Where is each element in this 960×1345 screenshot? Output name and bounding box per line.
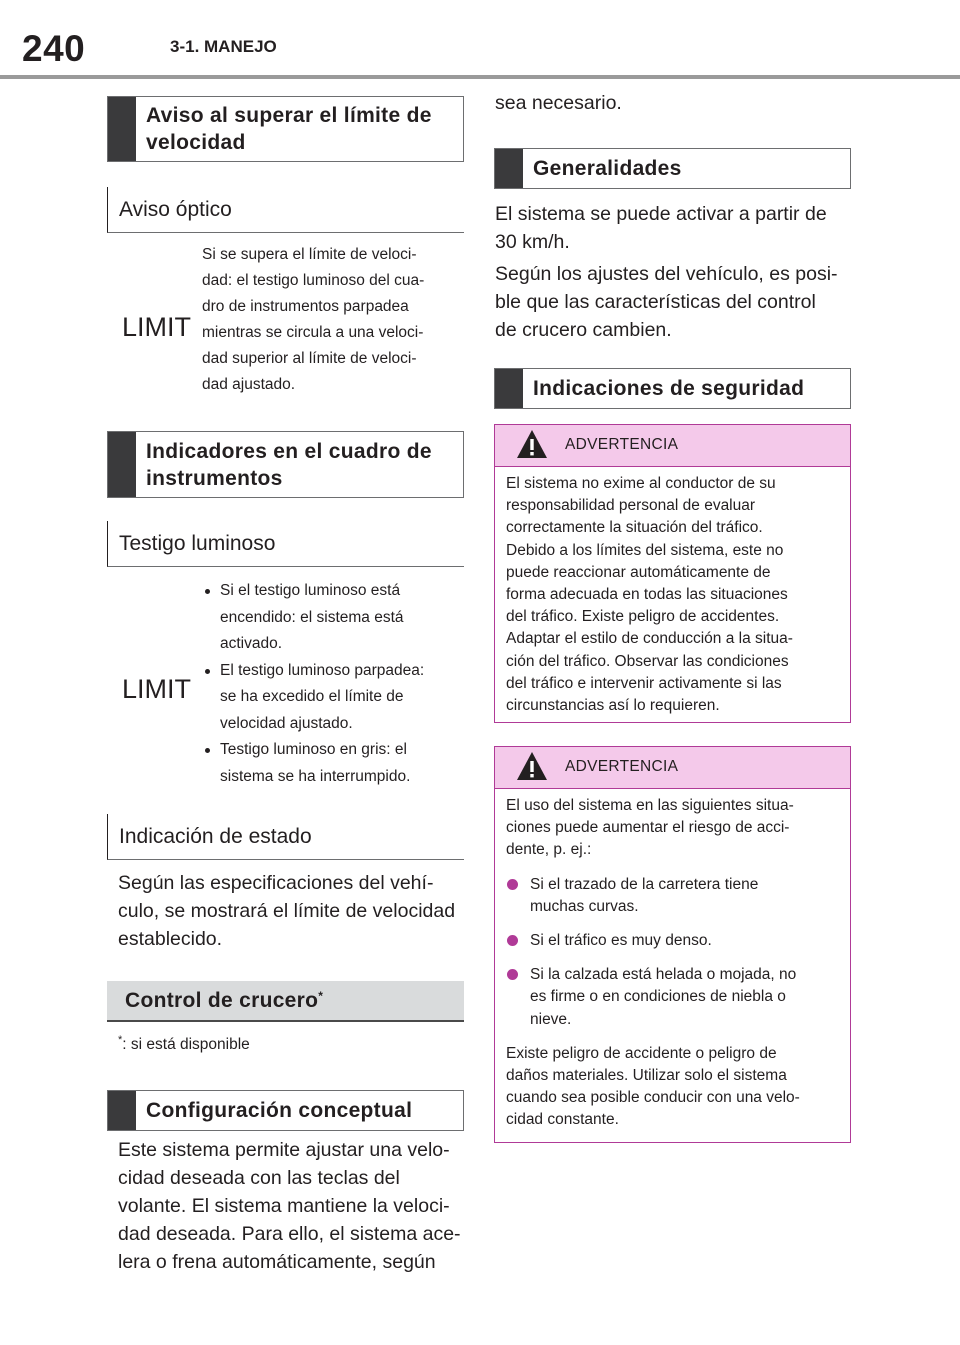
text-line: Adaptar el estilo de conducción a la situa- xyxy=(506,630,793,648)
text-line: Este sistema permite ajustar una velo- xyxy=(118,1139,450,1161)
text-line: activado. xyxy=(220,635,283,652)
text-line: encendido: el sistema está xyxy=(220,608,404,626)
text-line: del tráfico e intervenir activamente si las xyxy=(506,674,782,692)
text-line: mientras se circula a una veloci- xyxy=(202,324,424,341)
warning-box-1 xyxy=(494,424,851,723)
text-line: Si el trazado de la carretera tiene xyxy=(530,875,759,893)
text-line: volante. El sistema mantiene la veloci- xyxy=(118,1195,450,1217)
optical-warning-description xyxy=(202,242,464,398)
text-line: Si se supera el límite de veloci- xyxy=(202,246,417,263)
text-line: Según los ajustes del vehículo, es posi- xyxy=(495,263,838,285)
page-number: 240 xyxy=(22,28,86,69)
text-line: ble que las características del control xyxy=(495,291,816,313)
text-line: El sistema no exime al conductor de su xyxy=(506,475,776,492)
text-line: Existe peligro de accidente o peligro de xyxy=(506,1044,777,1062)
list-item xyxy=(506,930,840,952)
text-line: lera o frena automáticamente, según xyxy=(118,1251,436,1273)
text-line: Si el testigo luminoso está xyxy=(220,582,401,599)
warning-conclusion xyxy=(506,1043,840,1132)
text-line: dad: el testigo luminoso del cua- xyxy=(202,272,425,289)
text-line: es firme o en condiciones de niebla o xyxy=(530,988,786,1006)
section-heading-speed-warning xyxy=(107,96,464,162)
limit-indicator-label: LIMIT xyxy=(122,312,192,342)
text-line: ciones puede aumentar el riesgo de acci- xyxy=(506,819,790,837)
text-line: cidad constante. xyxy=(506,1111,619,1129)
text-line: forma adecuada en todas las situaciones xyxy=(506,586,788,604)
limit-indicator-label: LIMIT xyxy=(122,674,192,704)
text-line: del tráfico. Existe peligro de accidentes. xyxy=(506,608,780,626)
text-line: muchas curvas. xyxy=(530,897,639,915)
warning-triangle-icon xyxy=(516,751,548,781)
section-heading-safety xyxy=(494,368,851,409)
list-item xyxy=(202,737,464,790)
subheading-text: Indicación de estado xyxy=(119,824,312,848)
section-title: Configuración conceptual xyxy=(146,1099,413,1122)
text-line: culo, se mostrará el límite de velocidad xyxy=(118,900,456,922)
section-title: Generalidades xyxy=(533,157,682,180)
text-line: El sistema se puede activar a partir de xyxy=(495,203,827,225)
text-line: dad superior al límite de veloci- xyxy=(202,350,417,367)
section-heading-cruise-control xyxy=(107,981,464,1022)
warning-body xyxy=(495,467,850,717)
heading-bar xyxy=(495,369,523,408)
text-line: dro de instrumentos parpadea xyxy=(202,298,409,315)
footnote-marker: * xyxy=(118,1034,123,1046)
section-title: Indicadores en el cuadro de instrumentos xyxy=(146,439,432,490)
concept-text xyxy=(118,1136,464,1276)
text-line: correctamente la situación del tráfico. xyxy=(506,519,763,537)
section-heading-concept xyxy=(107,1090,464,1131)
text-line: 30 km/h. xyxy=(495,231,570,253)
heading-bar xyxy=(108,432,136,497)
text-line: ción del tráfico. Observar las condiciones xyxy=(506,652,789,670)
header-rule xyxy=(0,75,960,79)
section-heading-instrument-cluster xyxy=(107,431,464,498)
text-line: establecido. xyxy=(118,928,223,950)
text-line: puede reaccionar automáticamente de xyxy=(506,563,771,581)
footnote-text: : si está disponible xyxy=(122,1036,250,1054)
text-line: circunstancias así lo requieren. xyxy=(506,697,720,715)
footnote xyxy=(118,1034,250,1054)
warning-header xyxy=(495,425,850,467)
subheading-indicator-light xyxy=(107,521,464,567)
warning-triangle-icon xyxy=(516,429,548,459)
section-heading-general xyxy=(494,148,851,189)
warning-box-2 xyxy=(494,746,851,1143)
text-line: daños materiales. Utilizar solo el sistema xyxy=(506,1067,787,1085)
continued-text: sea necesario. xyxy=(495,92,622,114)
footnote-marker: * xyxy=(318,989,324,1003)
section-title: Aviso al superar el límite de velocidad xyxy=(146,104,432,154)
text-line: Testigo luminoso en gris: el xyxy=(220,741,407,758)
text-line: se ha excedido el límite de xyxy=(220,688,404,705)
heading-bar xyxy=(108,97,136,161)
text-line: cuando sea posible conducir con una velo- xyxy=(506,1089,800,1107)
general-paragraph-2 xyxy=(495,260,851,344)
list-item xyxy=(202,658,464,738)
subheading-text: Aviso óptico xyxy=(119,197,232,221)
list-item xyxy=(506,964,840,1031)
warning-title: ADVERTENCIA xyxy=(565,436,679,453)
text-line: El testigo luminoso parpadea: xyxy=(220,661,425,679)
text-line: dad deseada. Para ello, el sistema ace- xyxy=(118,1223,461,1245)
heading-bar xyxy=(495,149,523,188)
text-line: nieve. xyxy=(530,1010,572,1028)
text-line: Si la calzada está helada o mojada, no xyxy=(530,966,797,984)
list-item xyxy=(202,578,464,658)
warning-header xyxy=(495,747,850,789)
general-paragraph-1 xyxy=(495,200,851,256)
warning-title: ADVERTENCIA xyxy=(565,758,679,775)
heading-bar xyxy=(108,1091,136,1130)
text-line: responsabilidad personal de evaluar xyxy=(506,497,756,515)
list-item xyxy=(506,874,840,918)
text-line: velocidad ajustado. xyxy=(220,714,353,732)
subheading-text: Testigo luminoso xyxy=(119,531,276,555)
text-line: El uso del sistema en las siguientes situa- xyxy=(506,797,794,814)
text-line: Si el tráfico es muy denso. xyxy=(530,932,712,950)
text-line: Según las especificaciones del vehí- xyxy=(118,872,434,894)
subheading-optical-warning xyxy=(107,187,464,233)
text-line: Debido a los límites del sistema, este no xyxy=(506,541,784,559)
subheading-status-display xyxy=(107,814,464,860)
text-line: de crucero cambien. xyxy=(495,319,672,341)
indicator-status-list xyxy=(202,578,464,790)
section-title: Control de crucero xyxy=(125,989,319,1012)
section-title: Indicaciones de seguridad xyxy=(533,377,805,400)
text-line: dad ajustado. xyxy=(202,376,296,393)
warning-body xyxy=(495,789,850,1132)
text-line: dente, p. ej.: xyxy=(506,841,592,859)
status-display-text xyxy=(118,869,464,953)
text-line: cidad deseada con las teclas del xyxy=(118,1167,400,1189)
text-line: sistema se ha interrumpido. xyxy=(220,767,411,785)
chapter-title: 3-1. MANEJO xyxy=(170,37,277,56)
